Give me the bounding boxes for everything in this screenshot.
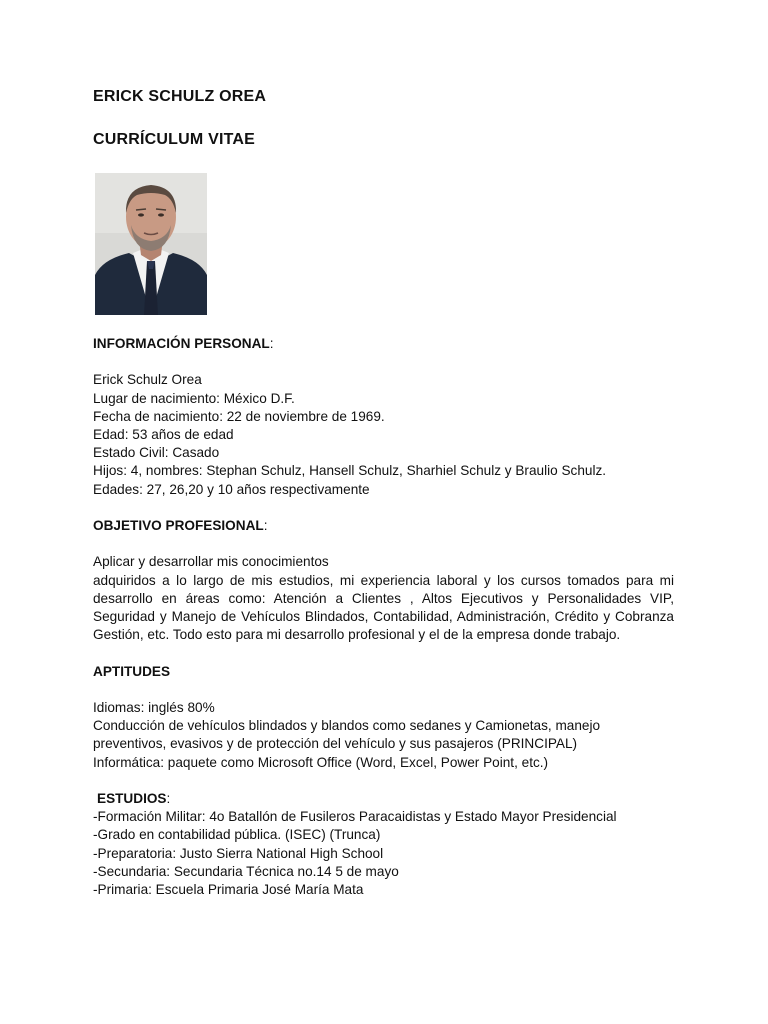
studies-line: -Formación Militar: 4o Batallón de Fusileros Paracaidistas y Estado Mayor Presidencial: [93, 809, 617, 825]
studies-line: -Secundaria: Secundaria Técnica no.14 5 de mayo: [93, 863, 399, 879]
spacer: [93, 681, 674, 699]
studies-line: -Primaria: Escuela Primaria José María Mata: [93, 882, 364, 897]
spacer: [93, 535, 674, 553]
heading-colon: :: [269, 336, 274, 351]
skills-line: Idiomas: inglés 80%: [93, 699, 215, 715]
personal-info-line: Lugar de nacimiento: México D.F.: [93, 390, 295, 406]
heading-colon: :: [166, 790, 171, 806]
personal-info-line: Estado Civil: Casado: [93, 445, 220, 461]
objective-first-line: Aplicar y desarrollar mis conocimientos: [93, 554, 329, 570]
personal-info-line: Fecha de nacimiento: 22 de noviembre de 1969.: [93, 408, 385, 424]
studies-line: -Preparatoria: Justo Sierra National High School: [93, 845, 384, 861]
personal-info-line: Erick Schulz Orea: [93, 372, 202, 388]
portrait-photo-icon: [95, 173, 207, 315]
skills-heading: APTITUDES: [93, 663, 171, 679]
objective-heading: [93, 517, 674, 535]
personal-info-line: Hijos: 4, nombres: Stephan Schulz, Hansell Schulz, Sharhiel Schulz y Braulio Schulz.: [93, 463, 607, 479]
heading-colon: :: [263, 518, 268, 533]
objective-heading-text: OBJETIVO PROFESIONAL: [93, 518, 264, 533]
spacer: [93, 644, 674, 662]
studies-line: -Grado en contabilidad pública. (ISEC) (Trunca): [93, 827, 381, 843]
studies-heading-text: ESTUDIOS: [97, 790, 167, 806]
personal-info-line: Edades: 27, 26,20 y 10 años respectivamente: [93, 481, 370, 497]
person-name: ERICK SCHULZ OREA: [93, 88, 267, 105]
personal-info-heading: [93, 335, 674, 353]
skills-line: Informática: paquete como Microsoft Office (Word, Excel, Power Point, etc.): [93, 754, 549, 770]
spacer: [93, 772, 674, 790]
personal-info-heading-text: INFORMACIÓN PERSONAL: [93, 336, 270, 351]
studies-heading: [93, 790, 674, 808]
skills-line: preventivos, evasivos y de protección del vehículo y sus pasajeros (PRINCIPAL): [93, 736, 578, 752]
document-title: CURRÍCULUM VITAE: [93, 131, 256, 148]
personal-info-line: Edad: 53 años de edad: [93, 427, 234, 442]
cv-body: [93, 335, 674, 899]
spacer: [93, 353, 674, 371]
objective-paragraph: adquiridos a lo largo de mis estudios, mi experiencia laboral y los cursos tomados para mi desarrollo en áreas como: Atención a Clientes , Altos Ejecutivos y Personalidades VIP, Seguridad y Manejo de Vehículos Blindados, Contabilidad, Administración, Crédito y Cobranza Gestión, etc. Todo esto para mi desarrollo profesional y el de la empresa donde trabajo.: [93, 572, 674, 643]
spacer: [93, 499, 674, 517]
skills-line: Conducción de vehículos blindados y blandos como sedanes y Camionetas, manejo: [93, 718, 601, 734]
